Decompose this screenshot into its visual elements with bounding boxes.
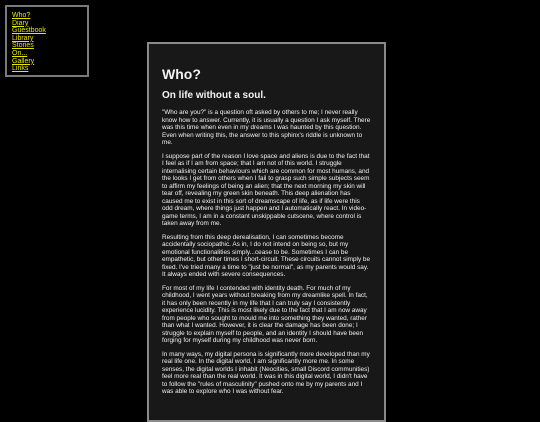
nav-link-who[interactable]: Who? (12, 12, 31, 19)
article-paragraph-2: I suppose part of the reason I love space and aliens is due to the fact that I feel as if I am from space; that I am not of this world. I struggle internalising certain behaviours which are common for most humans, and the looks I get from others when I fail to grasp such simple subjects seem to affirm my feelings of being an alien; that the next morning my skin will tear off, revealing my green skin beneath. This deep alienation has caused me to exist in this sort of dreamscape of life, as if life were this odd dream, where things just happen and I automatically react. In video-game terms, I am in a constant unskippable cutscene, where control is taken away from me. (162, 152, 370, 227)
article-paragraph-1: "Who are you?" is a question oft asked by others to me; I never really know how to answer. Currently, it is usually a question I ask myself. There was this time when even in my dreams I was haunted by this question. Even when writing this, the answer to this sphinx's riddle is unknown to me. (162, 109, 371, 146)
nav-link-guestbook[interactable]: Guestbook (12, 27, 46, 35)
article-paragraph-4: For most of my life I contended with identity death. For much of my childhood, I went years without breaking from my dreamlike spell. In fact, it has only been recently in my life that I can truly say I consistently experience lucidity. This is most likely due to the fact that I am now away from people who sought to mould me into something they wanted, rather than what I wanted. However, it is clear the damage has been done; I struggle to explain myself to people, and an identity I should have been forging for myself during my childhood was never born. (162, 284, 368, 344)
nav-link-stories[interactable]: Stories (12, 42, 34, 50)
nav-link-library[interactable]: Library (12, 34, 34, 42)
page-title: Who? (162, 66, 201, 82)
nav-link-gallery[interactable]: Gallery (12, 57, 35, 65)
nav-link-links[interactable]: Links (12, 65, 29, 73)
article-panel[interactable] (147, 42, 386, 422)
page-subtitle: On life without a soul. (162, 90, 266, 101)
nav-link-on[interactable]: On... (12, 49, 28, 57)
nav-link-diary[interactable]: Diary (12, 19, 29, 27)
article-paragraph-3: Resulting from this deep derealisation, I can sometimes become accidentally sociopathic. As in, I do not intend on being so, but my emotional functionalities simply...cease to be. Sometimes I can be empathetic, but other times I short-circuit. These circuits cannot simply be fixed. I've tried many a time to "just be normal", as my parents would say. It always ended with severe consequences. (162, 233, 371, 278)
article-paragraph-5: In many ways, my digital persona is significantly more developed than my real life one. In the digital world, I am significantly more me. In some senses, the digital worlds I inhabit (Neocities, small Discord communities) feel more real than the real world. It was in this digital world, I didn't have to follow the "rules of masculinity" pushed onto me by my parents and I was able to explore who I was without fear. (162, 350, 370, 395)
nav-menu (5, 5, 89, 77)
